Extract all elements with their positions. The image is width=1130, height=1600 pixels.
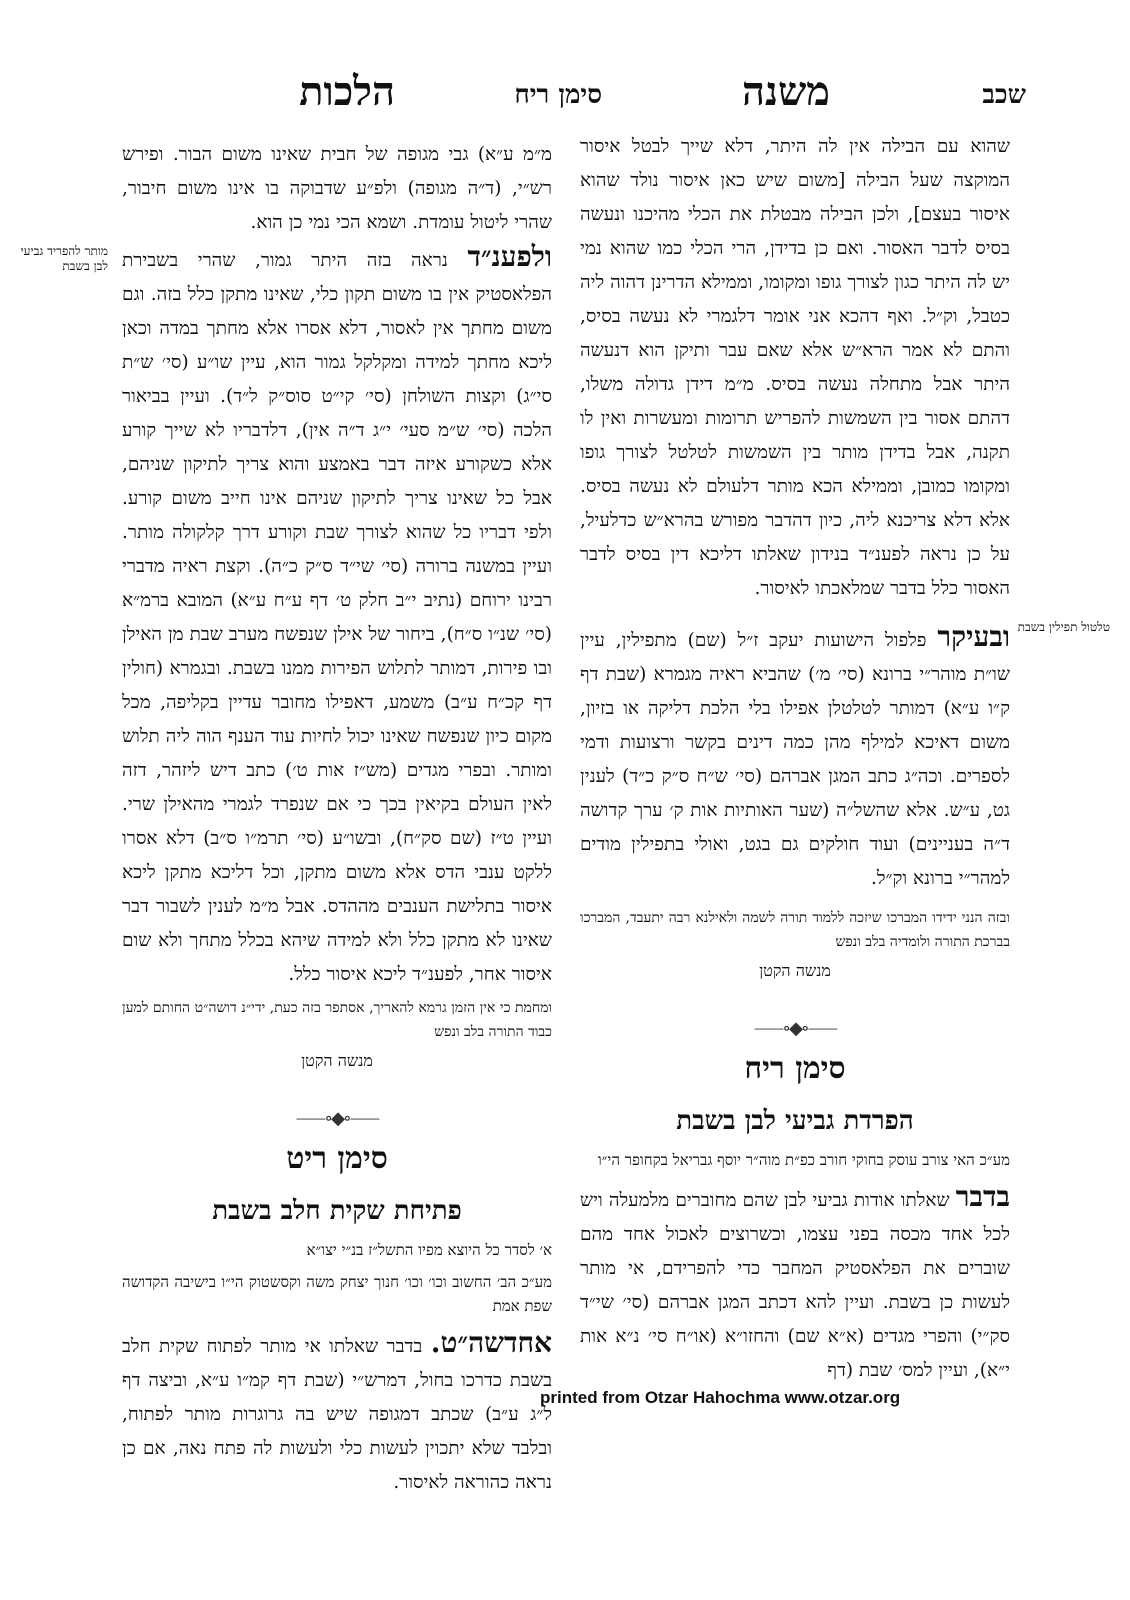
lead-word: ולפענ״ד bbox=[467, 240, 552, 273]
ornament-divider: ⸺∘◆∘⸺ bbox=[753, 1018, 837, 1039]
lead-word: אחדשה״ט. bbox=[430, 1326, 553, 1359]
page-number: שכב bbox=[982, 80, 1026, 110]
section-title: הפרדת גביעי לבן בשבת bbox=[676, 1106, 914, 1136]
paragraph-text: פלפול הישועות יעקב ז״ל (שם) מתפילין, עיין שו״ת מוהר״י ברונא (סי׳ מ׳) שהביא ראיה מגמרא (שבת דף ק״ו ע״א) דמותר לטלטלן אפילו בלי הלכת דליקה או בזיון, משום דאיכא למילף מהן כמה דינים בקשר ורצועות ודמי לספרים. וכה״ג כתב המגן אברהם (סי׳ ש״ח ס״ק כ״ד) לענין גט, ע״ש. אלא שהשל״ה (שער האותיות אות ק׳ ערך קדושה ד״ה בעניינים) ועוד חולקים גם בגט, ואולי בתפילין מודים למהר״י ברונא וק״ל. bbox=[580, 630, 1010, 889]
paragraph: מ״מ ע״א) גבי מגופה של חבית שאינו משום הבור. ופירש רש״י, (ד״ה מגופה) ולפ״ע שדבוקה בו אינו משום חיבור, שהרי ליטול עומדת. ושמא הכי נמי כן הוא. bbox=[122, 144, 553, 233]
siman-title: סימן ריח bbox=[744, 1051, 846, 1086]
siman-title: סימן ריט bbox=[286, 1141, 388, 1176]
running-title-right: משנה bbox=[741, 68, 830, 115]
signature: מנשה הקטן bbox=[301, 1051, 373, 1070]
margin-note-separating: מותר להפריד גביעי לבן בשבת bbox=[20, 244, 108, 273]
lead-word: בדבר bbox=[955, 1180, 1010, 1213]
addressee-line: מע״כ האי צורב עוסק בחוקי חורב כפ״ת מוה״ר יוסף גבריאל בקחופר הי״ו bbox=[597, 1151, 1010, 1169]
addressee-line: מע״כ הב׳ החשוב וכו׳ וכו׳ חנוך יצחק משה וקסשטוק הי״ו בישיבה הקדושה שפת אמת bbox=[122, 1273, 552, 1315]
lead-word: ובעיקר bbox=[937, 620, 1010, 653]
running-title-left: הלכות bbox=[299, 68, 395, 115]
page-header bbox=[0, 68, 1130, 118]
paragraph bbox=[122, 240, 552, 992]
paragraph: שהוא עם הבילה אין לה היתר, דלא שייך לבטל איסור המוקצה שעל הבילה [משום שיש כאן איסור נולד שהוא איסור בעצם], ולכן הבילה מבטלת את הכלי מהיכנו ונעשה בסיס לדבר האסור. ואם כן בדידן, הרי הכלי כמו שהוא נמי יש לה היתר כגון לצורך גופו ומקומו, וממילא הדרינן דהוה ליה כטבל, וק״ל. ואף דהכא אני אומר דלגמרי לא נעשה בסיס, והתם לא אמר הרא״ש אלא שאם עבר ותיקן הוא דנעשה היתר אבל מתחלה נעשה בסיס. מ״מ דידן גדולה משלו, דהתם אסור בין השמשות להפריש תרומות ומעשרות ואין לו תקנה, אבל בדידן מותר בין השמשות לטלטל לצורך גופו ומקומו כמובן, וממילא הכא מותר דלעולם לא נעשה בסיס. אלא דלא צריכנא ליה, כיון דהדבר מפורש בהרא״ש כדלעיל, על כן נראה לפענ״ד בנידון שאלתו דליכא דין בסיס לדבר האסור כלל בדבר שמלאכתו לאיסור. bbox=[580, 136, 1010, 599]
closing-text: ומחמת כי אין הזמן גרמא להאריך, אסתפר בזה כעת, ידי״נ דושה״ט החותם למען כבוד התורה בלב ונפש bbox=[122, 1000, 552, 1040]
paragraph-text: נראה בזה היתר גמור, שהרי בשבירת הפלאסטיק אין בו משום תקון כלי, שאינו מתקן כלל בזה. וגם משום מחתך אין לאסור, דלא אסרו אלא מחתך במדה וכאן ליכא מחתך למידה ומקלקל גמור הוא, עיין שו״ע (סי׳ ש״ת סי״ג) וקצות השולחן (סי׳ קי״ט סוס״ק ל״ד). ועיין בביאור הלכה (סי׳ ש״מ סעי׳ י״ג ד״ה אין), דלדבריו לא שייך קורע אלא כשקורע איזה דבר באמצע והוא צריך לתיקון שניהם, אבל כל שאינו צריך לתיקון שניהם אינו חייב משום קורע. ולפי דבריו כל שהוא לצורך שבת וקורע דרך קלקולה מותר. ועיין במשנה ברורה (סי׳ שי״ד ס״ק כ״ה). וקצת ראיה מדברי רבינו ירוחם (נתיב י״ב חלק ט׳ דף ע״ח ע״א) המובא ברמ״א (סי׳ שנ״ו ס״ח), ביחור של אילן שנפשח מערב שבת מן האילן ובו פירות, דמותר לתלוש הפירות ממנו בשבת. ובגמרא (חולין דף קכ״ח ע״ב) משמע, דאפילו מחובר עדיין בקליפה, מכל מקום כיון שנפשח שאינו יכול לחיות עוד הענף הוה ליה תלוש ומותר. ובפרי מגדים (מש״ז אות ט׳) כתב דיש ליזהר, דזה לאין העולם בקיאין בכך כי אם שנפרד לגמרי מהאילן שרי. ועיין ט״ז (שם סק״ח), ובשו״ע (סי׳ תרמ״ו ס״ב) דלא אסרו ללקט ענבי הדס אלא משום מתקן, וכל דליכא מתקן ליכא איסור בתלישת הענבים מההדס. אבל מ״מ לענין לשבור דבר שאינו לא מתקן כלל ולא למידה שיהא בכלל מתחך ולא שום איסור אחר, לפענ״ד ליכא איסור כלל. bbox=[122, 250, 552, 985]
date-line: א׳ לסדר כל היוצא מפיו התשל״ז בנ״י יצו״א bbox=[306, 1241, 552, 1259]
paragraph bbox=[122, 1326, 552, 1500]
margin-note-tefillin: טלטול תפילין בשבת bbox=[1017, 620, 1110, 634]
paragraph-text: בדבר שאלתו אי מותר לפתוח שקית חלב בשבת כדרכו בחול, דמרש״י (שבת דף קמ״ו ע״א, וביצה דף ל״ג ע״ב) שכתב דמגופה שיש בה גרוגרות מותר לפתוח, ובלבד שלא יתכוין לעשות כלי ולעשות לה פתח נאה, אם כן נראה כהוראה לאיסור. bbox=[122, 1336, 552, 1493]
footer-credit: printed from Otzar Hahochma www.otzar.org bbox=[540, 1388, 901, 1407]
closing-text: ובזה הנני ידידו המברכו שיזכה ללמוד תורה לשמה ולאילנא רבה יתעבד, המברכו בברכת התורה ולומדיה בלב ונפש bbox=[580, 910, 1010, 950]
paragraph bbox=[580, 620, 1010, 896]
left-column bbox=[122, 138, 552, 1500]
running-siman: סימן ריח bbox=[514, 80, 602, 110]
right-column bbox=[580, 130, 1010, 1388]
section-title: פתיחת שקית חלב בשבת bbox=[212, 1196, 462, 1226]
signature: מנשה הקטן bbox=[759, 961, 831, 980]
ornament-divider: ⸺∘◆∘⸺ bbox=[295, 1108, 379, 1129]
paragraph bbox=[580, 1180, 1010, 1388]
paragraph-text: שאלתו אודות גביעי לבן שהם מחוברים מלמעלה ויש לכל אחד מכסה בפני עצמו, וכשרוצים לאכול אחד מהם שוברים את הפלאסטיק המחבר כדי להפרידם, אי מותר לעשות כן בשבת. ועיין להא דכתב המגן אברהם (סי׳ שי״ד סק״י) והפרי מגדים (א״א שם) והחזו״א (או״ח סי׳ נ״א אות י״א), ועיין למס׳ שבת (דף bbox=[580, 1190, 1010, 1381]
